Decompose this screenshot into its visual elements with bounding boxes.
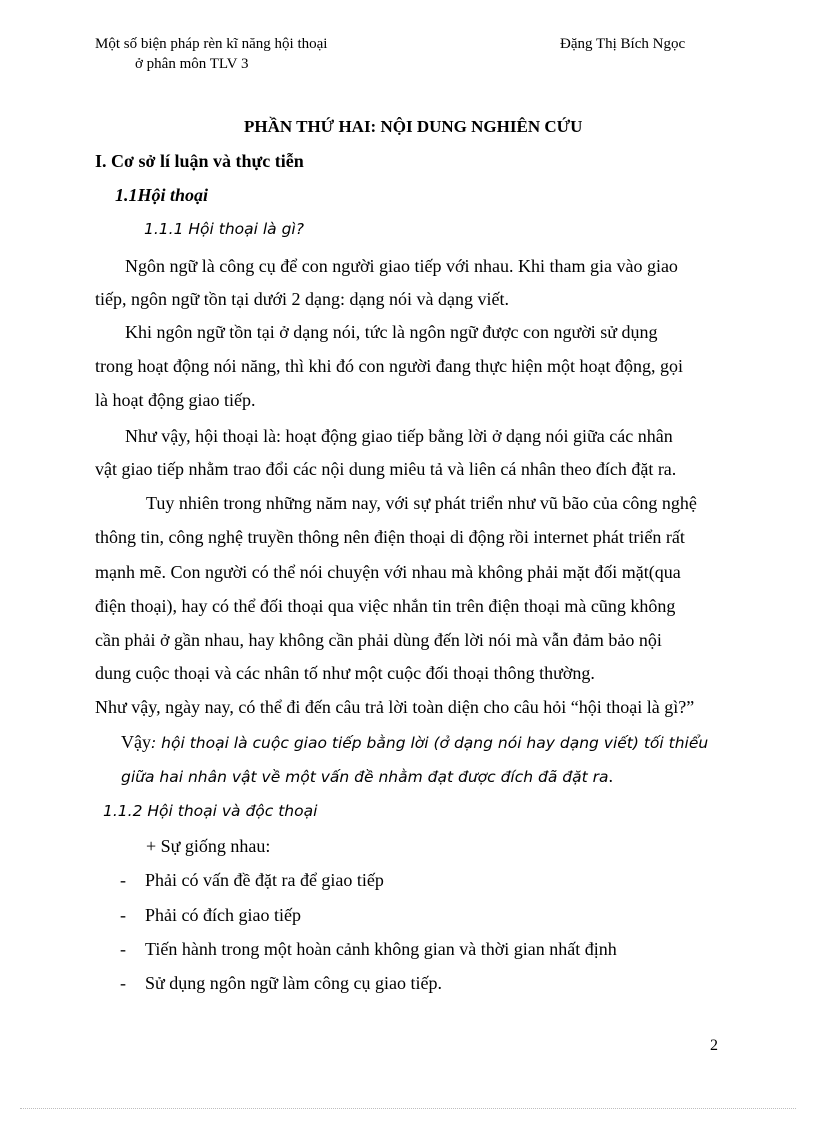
page-title: PHẦN THỨ HAI: NỘI DUNG NGHIÊN CỨU xyxy=(244,117,583,136)
definition-text-2: giữa hai nhân vật về một vấn đề nhằm đạt được đích đã đặt ra xyxy=(121,768,609,786)
paragraph-line: mạnh mẽ. Con người có thể nói chuyện với nhau mà không phải mặt đối mặt(qua xyxy=(95,562,681,582)
bullet-marker: - xyxy=(120,939,126,959)
section-heading-1: I. Cơ sở lí luận và thực tiễn xyxy=(95,151,304,171)
paragraph-line: Ngôn ngữ là công cụ để con người giao tiếp với nhau. Khi tham gia vào giao xyxy=(125,256,678,276)
page-bottom-divider xyxy=(20,1108,796,1109)
section-heading-1-1: 1.1Hội thoại xyxy=(115,185,209,205)
header-left-line2: ở phân môn TLV 3 xyxy=(135,56,249,72)
bullet-marker: - xyxy=(120,905,126,925)
list-item: Tiến hành trong một hoàn cảnh không gian và thời gian nhất định xyxy=(145,939,617,959)
paragraph-line: cần phải ở gần nhau, hay không cần phải dùng đến lời nói mà vẫn đảm bảo nội xyxy=(95,630,662,650)
paragraph-line: là hoạt động giao tiếp. xyxy=(95,390,256,410)
paragraph-line: tiếp, ngôn ngữ tồn tại dưới 2 dạng: dạng nói và dạng viết. xyxy=(95,289,509,309)
definition-lead: Vậy xyxy=(121,732,151,752)
bullet-marker: - xyxy=(120,973,126,993)
paragraph-line: vật giao tiếp nhằm trao đổi các nội dung miêu tả và liên cá nhân theo đích đặt ra. xyxy=(95,459,677,479)
paragraph-line: thông tin, công nghệ truyền thông nên điện thoại di động rồi internet phát triển rất xyxy=(95,527,685,547)
definition-line-2 xyxy=(121,766,613,787)
similarity-heading: + Sự giống nhau: xyxy=(146,836,271,856)
paragraph-line: dung cuộc thoại và các nhân tố như một cuộc đối thoại thông thường. xyxy=(95,663,595,683)
header-left-line1: Một số biện pháp rèn kĩ năng hội thoại xyxy=(95,36,328,52)
page-number: 2 xyxy=(710,1037,718,1054)
paragraph-line: trong hoạt động nói năng, thì khi đó con người đang thực hiện một hoạt động, gọi xyxy=(95,356,683,376)
definition-line-1 xyxy=(121,732,708,753)
list-item: Phải có đích giao tiếp xyxy=(145,905,301,925)
paragraph-line: Như vậy, ngày nay, có thể đi đến câu trả lời toàn diện cho câu hỏi “hội thoại là gì?” xyxy=(95,697,695,717)
definition-text-1: : hội thoại là cuộc giao tiếp bằng lời (ở dạng nói hay dạng viết) tối thiểu xyxy=(151,734,709,752)
header-author: Đặng Thị Bích Ngọc xyxy=(560,36,686,52)
paragraph-line: Như vậy, hội thoại là: hoạt động giao tiếp bằng lời ở dạng nói giữa các nhân xyxy=(125,426,673,446)
list-item: Phải có vấn đề đặt ra để giao tiếp xyxy=(145,870,384,890)
paragraph-line: điện thoại), hay có thể đối thoại qua việc nhắn tin trên điện thoại mà cũng không xyxy=(95,596,676,616)
definition-end: . xyxy=(608,766,613,786)
section-heading-1-1-2: 1.1.2 Hội thoại và độc thoại xyxy=(103,802,318,820)
list-item: Sử dụng ngôn ngữ làm công cụ giao tiếp. xyxy=(145,973,442,993)
paragraph-line: Khi ngôn ngữ tồn tại ở dạng nói, tức là ngôn ngữ được con người sử dụng xyxy=(125,322,658,342)
paragraph-line: Tuy nhiên trong những năm nay, với sự phát triển như vũ bão của công nghệ xyxy=(146,493,697,513)
section-heading-1-1-1: 1.1.1 Hội thoại là gì? xyxy=(144,220,304,238)
bullet-marker: - xyxy=(120,870,126,890)
